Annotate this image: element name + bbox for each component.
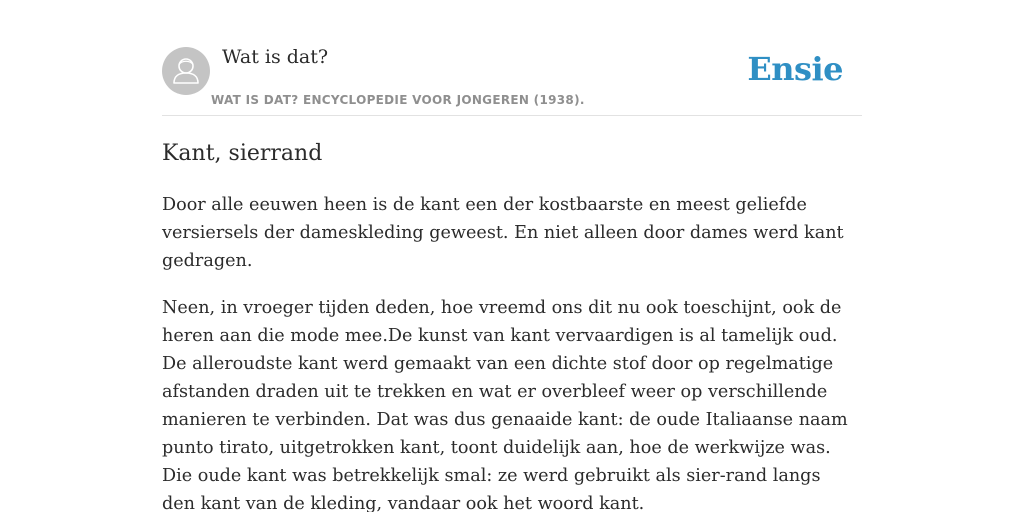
article-paragraph: Door alle eeuwen heen is de kant een der kostbaarste en meest geliefde versiersels der dameskleding geweest. En niet alleen door dames werd kant gedragen. <box>162 195 844 271</box>
article-title: Kant, sierrand <box>162 141 323 166</box>
user-icon <box>162 47 210 95</box>
source-title[interactable]: Wat is dat? <box>222 46 329 68</box>
article-paragraph: Neen, in vroeger tijden deden, hoe vreemd ons dit nu ook toeschijnt, ook de heren aan die mode mee.De kunst van kant vervaardigen is al tamelijk oud. De alleroudste kant werd gemaakt van een dichte stof door op regelmatige afstanden draden uit te trekken en wat er overbleef weer op verschillende manieren te verbinden. Dat was dus genaaide kant: de oude Italiaanse naam punto tirato, uitgetrokken kant, toont duidelijk aan, hoe de werkwijze was. Die oude kant was betrekkelijk smal: ze werd gebruikt als sier-rand langs den kant van de kleding, vandaar ook het woord kant. <box>162 298 848 512</box>
source-subtitle[interactable]: WAT IS DAT? ENCYCLOPEDIE VOOR JONGEREN (1938). <box>211 93 585 107</box>
source-header <box>162 46 862 116</box>
avatar[interactable] <box>162 47 210 95</box>
ensie-logo[interactable]: Ensie <box>747 50 843 88</box>
article <box>162 138 852 512</box>
